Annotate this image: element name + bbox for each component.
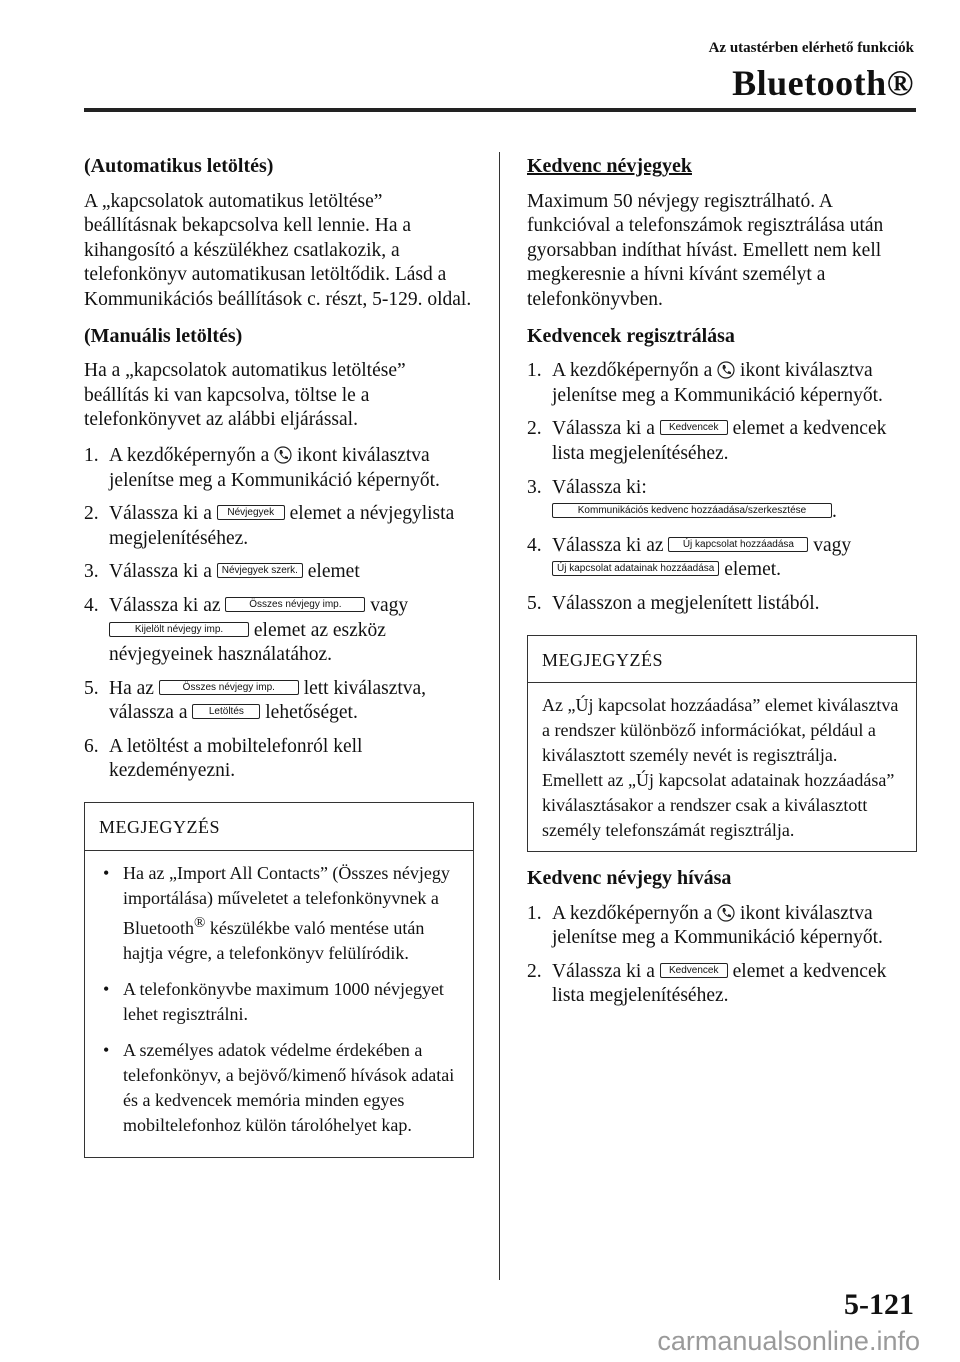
page-title: Bluetooth® <box>732 63 914 103</box>
register-favorites-heading: Kedvencek regisztrálása <box>527 324 735 347</box>
auto-download-text: A „kapcsolatok automatikus letöltése” beállításnak bekapcsolva kell lennie. Ha a kihangosító a készülékhez csatlakozik, a telefonkönyv automatikusan letöltődik. Lásd a Kommunikációs beállítások c. részt, 5-129. oldal. <box>84 190 472 310</box>
favorites-heading: Kedvenc névjegyek <box>527 155 692 177</box>
note-item: • A telefonkönyvbe maximum 1000 névjegyet lehet regisztrálni. <box>103 978 444 1024</box>
step-item: 5. Ha az Összes névjegy imp. lett kiválasztva, válassza a Letöltés lehetőséget. <box>84 677 427 724</box>
step-item: 4. Válassza ki az Összes névjegy imp. vagy Kijelölt névjegy imp. elemet az eszköz névjegyeinek használatához. <box>84 594 409 666</box>
step-item: 4. Válassza ki az Új kapcsolat hozzáadása vagy Új kapcsolat adatainak hozzáadása elemet. <box>527 534 852 581</box>
step-item: 3. Válassza ki: Kommunikációs kedvenc hozzáadása/szerkesztése . <box>527 476 837 523</box>
step-item: 5. Válasszon a megjelenített listából. <box>527 592 820 614</box>
manual-download-text: Ha a „kapcsolatok automatikus letöltése” beállítás ki van kapcsolva, töltse le a telefonkönyvet az alábbi eljárással. <box>84 360 406 431</box>
column-divider <box>499 152 500 1280</box>
import-all-contacts-button[interactable]: Összes névjegy imp. <box>159 680 299 695</box>
watermark: carmanualsonline.info <box>657 1326 920 1356</box>
add-edit-favorite-button[interactable]: Kommunikációs kedvenc hozzáadása/szerkesztése <box>552 503 832 518</box>
add-new-contact-button[interactable]: Új kapcsolat hozzáadása <box>668 537 808 552</box>
call-steps-list <box>527 902 917 1009</box>
step-item: 2. Válassza ki a Kedvencek elemet a kedvencek lista megjelenítéséhez. <box>527 418 887 464</box>
note-item: • A személyes adatok védelme érdekében a telefonkönyv, a bejövő/kimenő hívások adatai és a kedvencek memória minden egyes mobiltelefonhoz külön tárolóhelyet kap. <box>103 1039 455 1135</box>
note-list <box>99 861 459 1138</box>
note-box <box>84 802 474 1158</box>
favorites-text: Maximum 50 névjegy regisztrálható. A funkcióval a telefonszámok regisztrálása után gyorsabban indíthat hívást. Emellett nem kell megkeresnie a hívni kívánt személyt a telefonkönyvben. <box>527 190 884 310</box>
note-title: MEGJEGYZÉS <box>528 636 916 684</box>
page-number: 5-121 <box>844 1288 914 1321</box>
right-column <box>527 154 917 1020</box>
call-favorite-heading: Kedvenc névjegy hívása <box>527 867 732 890</box>
note-text: Az „Új kapcsolat hozzáadása” elemet kiválasztva a rendszer különböző információkat, például a kiválasztott személy nevét is regisztrálja. Emellett az „Új kapcsolat adatainak hozzáadása” kiválasztásakor a rendszer csak a kiválasztott személy telefonszámát regisztrálja. <box>542 695 899 841</box>
header-rule <box>84 108 916 112</box>
step-item: 2. Válassza ki a Kedvencek elemet a kedvencek lista megjelenítéséhez. <box>527 960 887 1007</box>
import-selected-contact-button[interactable]: Kijelölt névjegy imp. <box>109 622 249 637</box>
download-button[interactable]: Letöltés <box>192 704 260 719</box>
step-item: 3. Válassza ki a Névjegyek szerk. elemet <box>84 561 360 583</box>
contacts-button[interactable]: Névjegyek <box>217 505 285 520</box>
add-new-contact-details-button[interactable]: Új kapcsolat adatainak hozzáadása <box>552 561 719 576</box>
phone-icon <box>274 445 292 465</box>
edit-contacts-button[interactable]: Névjegyek szerk. <box>217 563 303 578</box>
left-column <box>84 154 474 1172</box>
step-item: 1. A kezdőképernyőn a ikont kiválasztva jelenítse meg a Kommunikáció képernyőt. <box>84 444 440 491</box>
section-header: Az utastérben elérhető funkciók <box>708 40 914 56</box>
auto-download-heading: (Automatikus letöltés) <box>84 155 274 177</box>
phone-icon <box>717 360 735 380</box>
step-item: 6. A letöltést a mobiltelefonról kell kezdeményezni. <box>84 735 363 782</box>
note-item: • Ha az „Import All Contacts” (Összes névjegy importálása) műveletet a telefonkönyvnek a Bluetooth® készülékbe való mentése után hajtja végre, a telefonkönyv felülíródik. <box>103 862 450 963</box>
note-title: MEGJEGYZÉS <box>85 803 473 851</box>
manual-steps-list <box>84 444 474 784</box>
step-item: 1. A kezdőképernyőn a ikont kiválasztva jelenítse meg a Kommunikáció képernyőt. <box>527 360 883 406</box>
register-steps-list <box>527 359 917 616</box>
favorites-button[interactable]: Kedvencek <box>660 420 728 435</box>
favorites-button[interactable]: Kedvencek <box>660 963 728 978</box>
step-item: 2. Válassza ki a Névjegyek elemet a névjegylista megjelenítéséhez. <box>84 503 455 549</box>
note-box <box>527 635 917 853</box>
import-all-contacts-button[interactable]: Összes névjegy imp. <box>225 597 365 612</box>
manual-download-heading: (Manuális letöltés) <box>84 324 243 347</box>
phone-icon <box>717 903 735 923</box>
step-item: 1. A kezdőképernyőn a ikont kiválasztva jelenítse meg a Kommunikáció képernyőt. <box>527 902 883 949</box>
